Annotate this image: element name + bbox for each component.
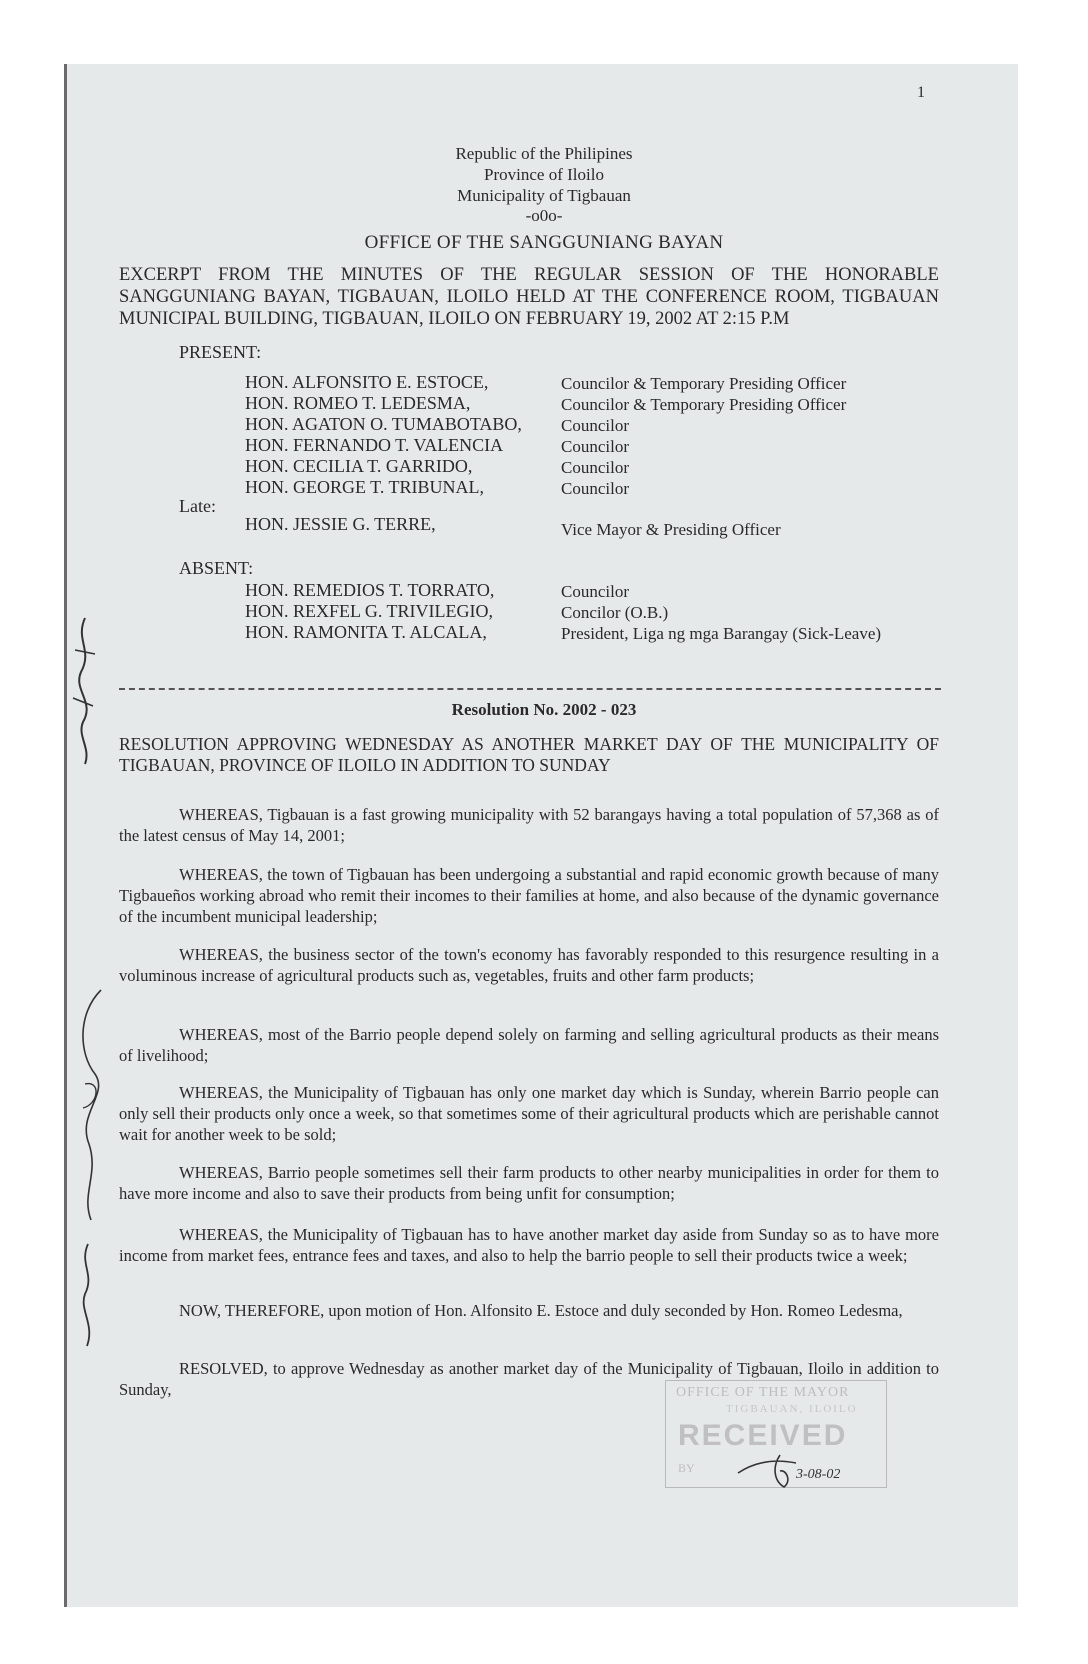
stamp-place: TIGBAUAN, ILOILO — [726, 1403, 858, 1415]
present-label: PRESENT: — [179, 342, 262, 362]
paragraph-text: WHEREAS, the town of Tigbauan has been undergoing a substantial and rapid economic growth because of many Tigbaueños working abroad who remit their incomes to their families at home, and also because of the dynamic governance of the incumbent municipal leadership; — [119, 865, 939, 926]
margin-signature-1 — [67, 610, 103, 770]
present-name: HON. CECILIA T. GARRIDO, — [245, 456, 473, 476]
present-name: HON. ROMEO T. LEDESMA, — [245, 393, 471, 413]
paragraph-text: WHEREAS, most of the Barrio people depend solely on farming and selling agricultural products as their means of livelihood; — [119, 1025, 939, 1065]
whereas-paragraph — [119, 864, 939, 927]
margin-initials — [73, 1240, 103, 1350]
document-page — [64, 64, 1018, 1607]
received-stamp — [665, 1380, 887, 1488]
whereas-paragraph — [119, 1024, 939, 1066]
header-separator: -o0o- — [525, 206, 563, 225]
whereas-paragraph — [119, 1162, 939, 1204]
whereas-paragraph — [119, 944, 939, 986]
resolution-number: Resolution No. 2002 - 023 — [451, 700, 637, 719]
absent-role: Councilor — [561, 582, 629, 601]
present-role: Councilor — [561, 479, 629, 498]
whereas-paragraph — [119, 1082, 939, 1145]
paragraph-text: WHEREAS, Barrio people sometimes sell their farm products to other nearby municipalities in order for them to have more income and also to save their products from being unfit for consumption; — [119, 1163, 939, 1203]
paragraph-text: WHEREAS, Tigbauan is a fast growing municipality with 52 barangays having a total population of 57,368 as of the latest census of May 14, 2001; — [119, 805, 939, 845]
stamp-office: OFFICE OF THE MAYOR — [676, 1385, 850, 1400]
present-name: HON. AGATON O. TUMABOTABO, — [245, 414, 522, 434]
whereas-paragraph — [119, 804, 939, 846]
stamp-date: 3-08-02 — [796, 1467, 841, 1482]
present-name: HON. GEORGE T. TRIBUNAL, — [245, 477, 484, 497]
paragraph-text: WHEREAS, the Municipality of Tigbauan has to have another market day aside from Sunday so as to have more income from market fees, entrance fees and taxes, and also to help the barrio people to sell their products twice a week; — [119, 1225, 939, 1265]
paragraph-text: RESOLVED, to approve Wednesday as another market day of the Municipality of Tigbauan, Iloilo in addition to Sunday, — [119, 1359, 939, 1399]
late-label: Late: — [179, 496, 216, 516]
header-republic: Republic of the Philipines — [455, 144, 633, 163]
header-municipality: Municipality of Tigbauan — [457, 186, 631, 205]
page-number: 1 — [917, 84, 925, 101]
late-role: Vice Mayor & Presiding Officer — [561, 520, 781, 539]
present-name: HON. ALFONSITO E. ESTOCE, — [245, 372, 489, 392]
present-role: Councilor & Temporary Presiding Officer — [561, 374, 847, 393]
absent-name: HON. REXFEL G. TRIVILEGIO, — [245, 601, 493, 621]
excerpt-heading: EXCERPT FROM THE MINUTES OF THE REGULAR SESSION OF THE HONORABLE SANGGUNIANG BAYAN, TIGBAUAN, ILOILO HELD AT THE CONFERENCE ROOM, TIGBAUAN MUNICIPAL BUILDING, TIGBAUAN, ILOILO ON FEBRUARY 19, 2002 AT 2:15 P.M — [119, 265, 939, 329]
absent-label: ABSENT: — [179, 558, 254, 578]
margin-signature-2 — [71, 984, 111, 1224]
header-province: Province of Iloilo — [484, 165, 604, 184]
present-role: Councilor — [561, 458, 629, 477]
present-role: Councilor & Temporary Presiding Officer — [561, 395, 847, 414]
absent-name: HON. REMEDIOS T. TORRATO, — [245, 580, 495, 600]
stamp-received: RECEIVED — [678, 1419, 848, 1452]
resolution-title: RESOLUTION APPROVING WEDNESDAY AS ANOTHER MARKET DAY OF THE MUNICIPALITY OF TIGBAUAN, PROVINCE OF ILOILO IN ADDITION TO SUNDAY — [119, 734, 939, 775]
paragraph-text: WHEREAS, the Municipality of Tigbauan has only one market day which is Sunday, wherein Barrio people can only sell their products only once a week, so that sometimes some of their agricultural products which are perishable cannot wait for another week to be sold; — [119, 1083, 939, 1144]
paragraph-text: WHEREAS, the business sector of the town's economy has favorably responded to this resurgence resulting in a voluminous increase of agricultural products such as, vegetables, fruits and other farm products; — [119, 945, 939, 985]
present-role: Councilor — [561, 437, 629, 456]
now-therefore-paragraph — [119, 1300, 939, 1321]
absent-role: President, Liga ng mga Barangay (Sick-Leave) — [561, 624, 882, 643]
present-role: Councilor — [561, 416, 629, 435]
absent-role: Concilor (O.B.) — [561, 603, 669, 622]
office-title: OFFICE OF THE SANGGUNIANG BAYAN — [364, 232, 724, 253]
whereas-paragraph — [119, 1224, 939, 1266]
late-name: HON. JESSIE G. TERRE, — [245, 514, 436, 534]
stamp-by: BY — [678, 1461, 695, 1475]
paragraph-text: NOW, THEREFORE, upon motion of Hon. Alfonsito E. Estoce and duly seconded by Hon. Romeo Ledesma, — [179, 1301, 903, 1320]
absent-name: HON. RAMONITA T. ALCALA, — [245, 622, 487, 642]
dashed-divider — [119, 688, 941, 690]
present-name: HON. FERNANDO T. VALENCIA — [245, 435, 504, 455]
